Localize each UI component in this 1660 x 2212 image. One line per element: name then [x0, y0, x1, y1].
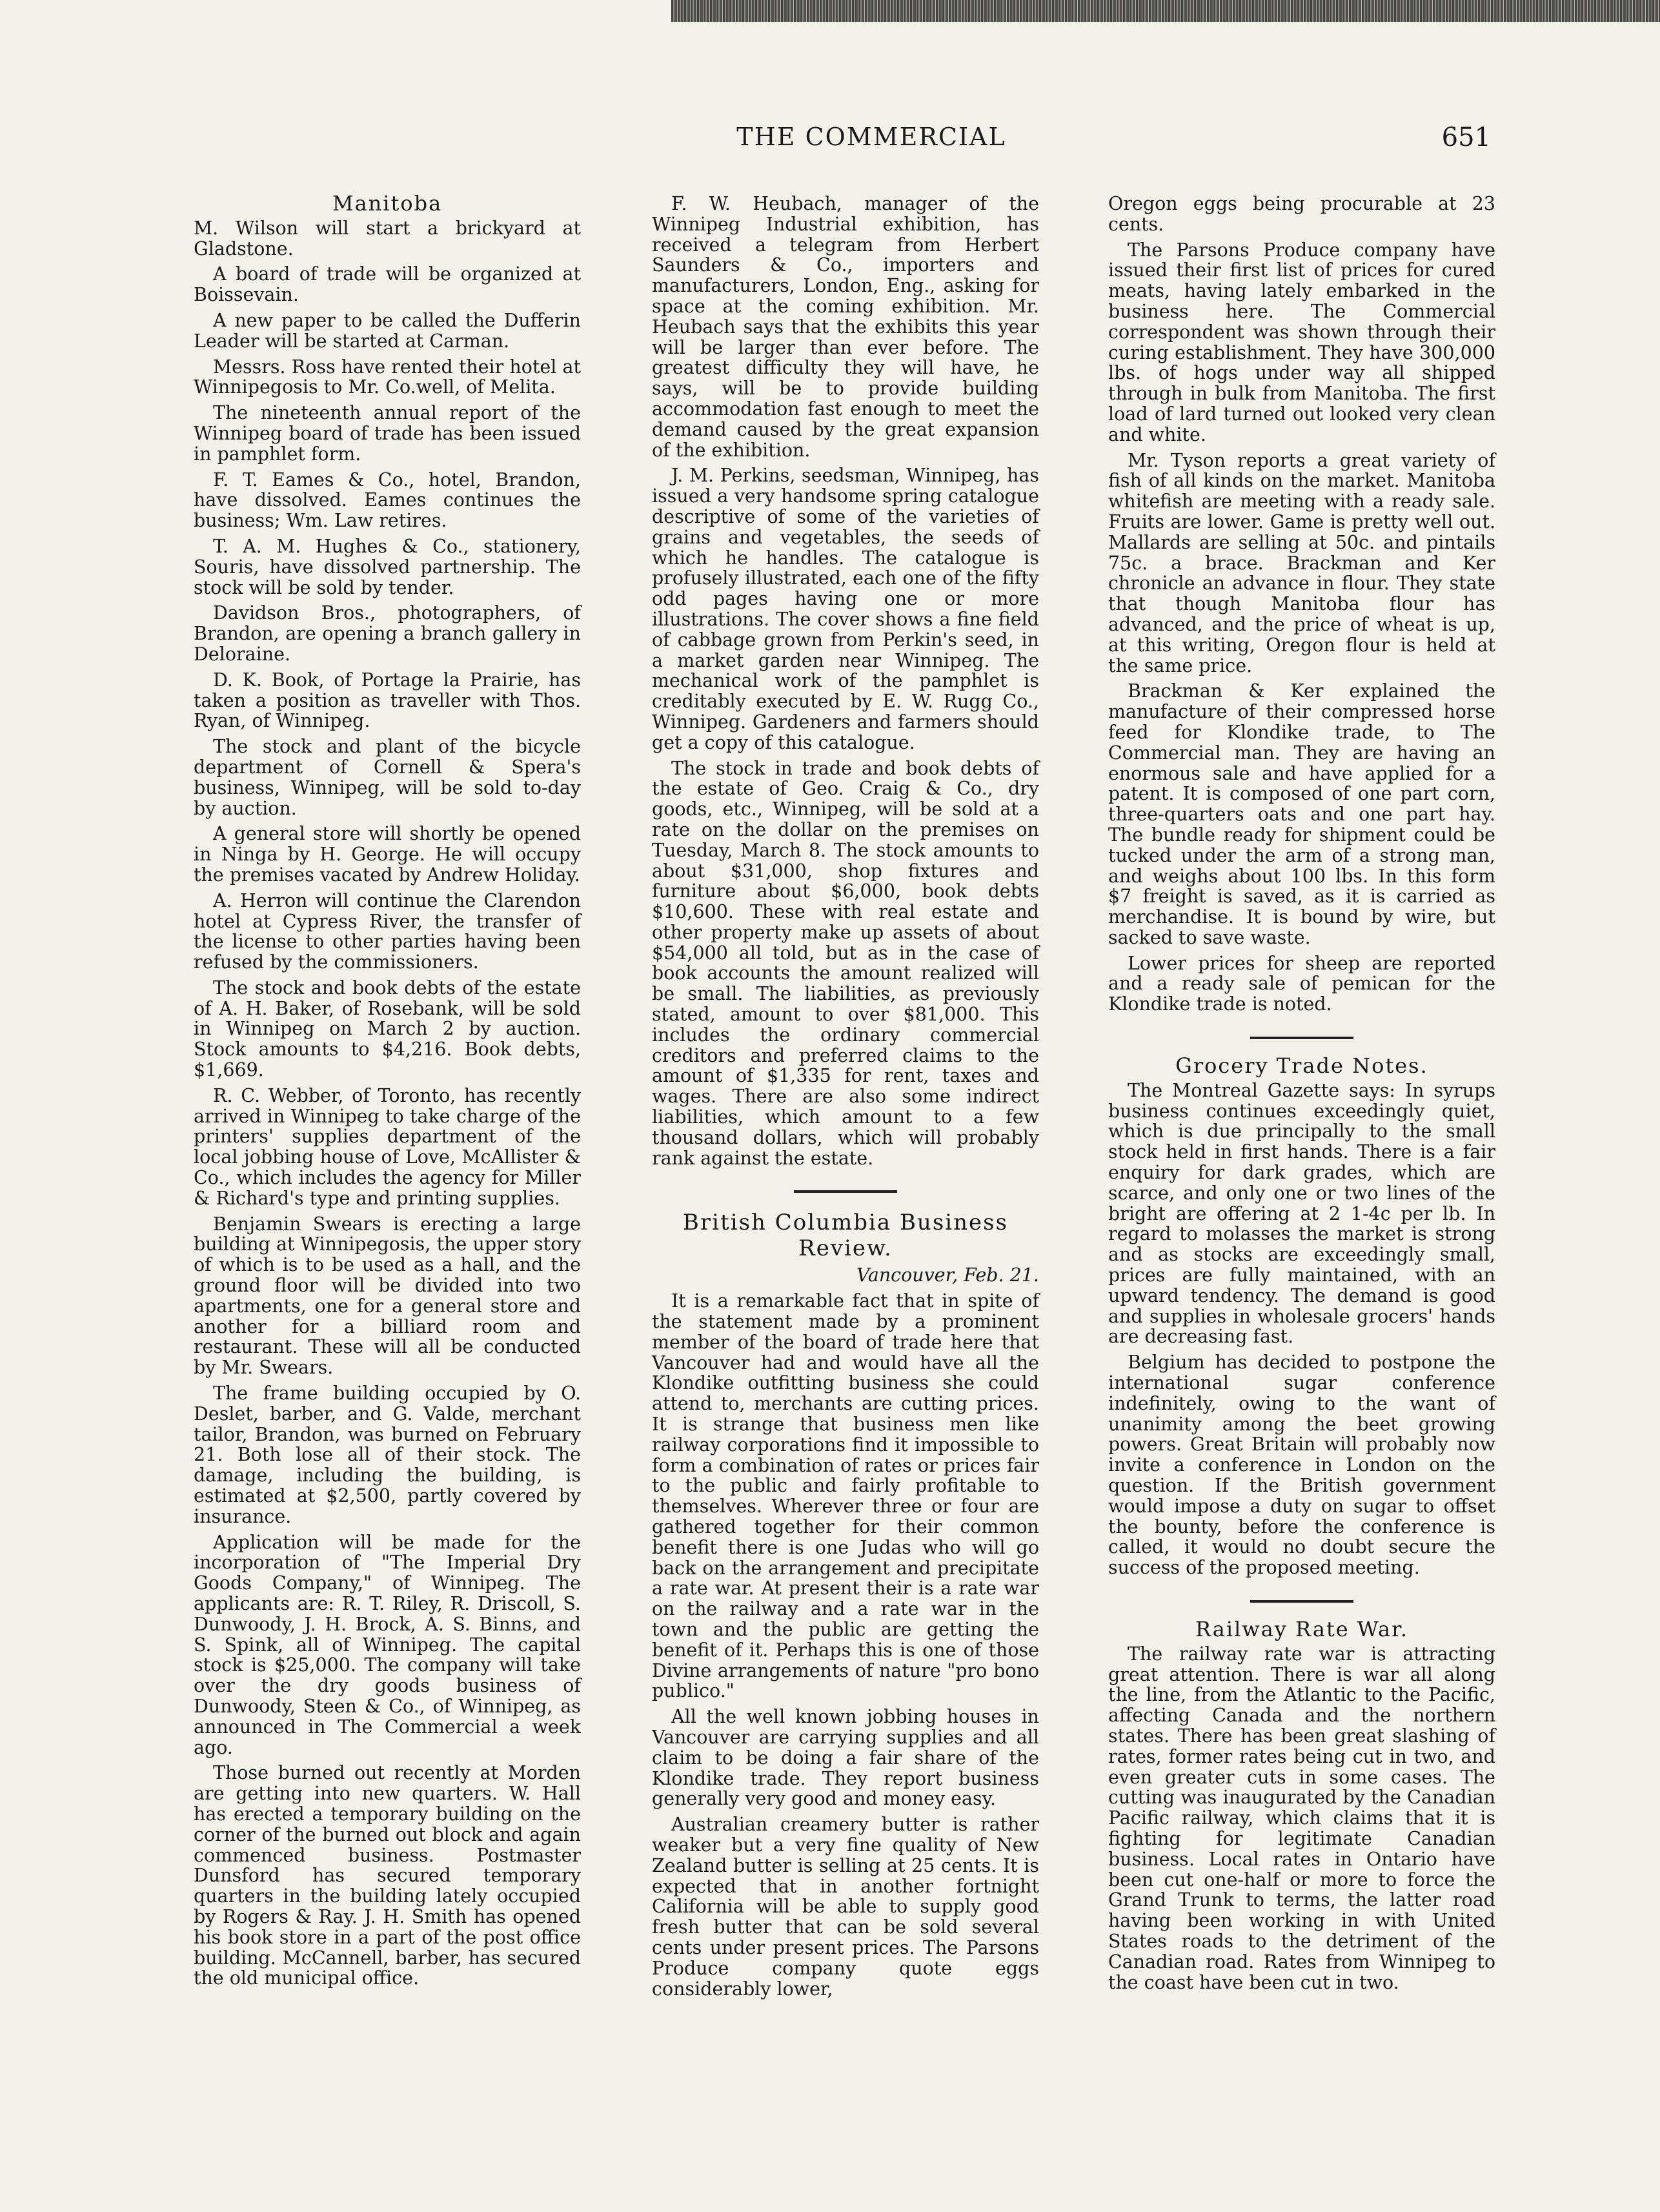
section-divider — [1250, 1037, 1353, 1039]
news-item: Application will be made for the incorporation of "The Imperial Dry Goods Company," of Winnipeg. The applicants are: R. T. Riley, R. Driscoll, S. Dunwoody, J. H. Brock, A. S. Binns, and S. Spink, all of Winnipeg. The capital stock is $25,000. The company will take over the dry goods business of Dunwoody, Steen & Co., of Winnipeg, as announced in The Commercial a week ago. — [194, 1531, 581, 1758]
news-item: A general store will shortly be opened in Ninga by H. George. He will occupy the premises vacated by Andrew Holiday. — [194, 823, 581, 886]
news-item: The frame building occupied by O. Deslet, barber, and G. Valde, merchant tailor, Brandon, was burned on February 21. Both lose all of their stock. The damage, including the building, is estimated at $2,500, partly covered by insurance. — [194, 1383, 581, 1527]
news-item: F. W. Heubach, manager of the Winnipeg Industrial exhibition, has received a telegram from Herbert Saunders & Co., importers and manufacturers, London, Eng., asking for space at the coming exhibition. Mr. Heubach says that the exhibits this year will be larger than ever before. The greatest difficulty they will have, he says, will be to provide building accommodation fast enough to meet the demand caused by the great expansion of the exhibition. — [652, 193, 1039, 461]
section-divider — [794, 1190, 897, 1193]
news-item: The stock and book debts of the estate of A. H. Baker, of Rosebank, will be sold in Winnipeg on March 2 by auction. Stock amounts to $4,216. Book debts, $1,669. — [194, 977, 581, 1081]
news-item: Lower prices for sheep are reported and a ready sale of pemican for the Klondike trade is noted. — [1108, 952, 1495, 1015]
column-right — [1108, 194, 1495, 1998]
news-item: Australian creamery butter is rather weaker but a very fine quality of New Zealand butter is selling at 25 cents. It is expected that in another fortnight California will be able to supply good fresh butter that can be sold several cents under present prices. The Parsons Produce company quote eggs considerably lower, — [652, 1814, 1039, 2000]
bc-heading-line1: British Columbia Business — [682, 1210, 1009, 1236]
section-heading-railway: Railway Rate War. — [1195, 1617, 1409, 1641]
dateline: Vancouver, Feb. 21. — [856, 1264, 1039, 1286]
news-item: Davidson Bros., photographers, of Brandon, are opening a branch gallery in Deloraine. — [194, 602, 581, 665]
news-item: The Parsons Produce company have issued their first list of prices for cured meats, having lately embarked in the business here. The Commercial correspondent was shown through their curing establishment. They have 300,000 lbs. of hogs under way all shipped through in bulk from Manitoba. The first load of lard turned out looked very clean and white. — [1108, 239, 1495, 445]
news-item: The Montreal Gazette says: In syrups business continues exceedingly quiet, which is due principally to the small stock held in first hands. There is a fair enquiry for dark grades, which are scarce, and only one or two lines of the bright are offering at 2 1-4c per lb. In regard to molasses the market is strong and as stocks are exceedingly small, prices are fully maintained, with an upward tendency. The demand is good and supplies in wholesale grocers' hands are decreasing fast. — [1108, 1079, 1495, 1348]
news-item: J. M. Perkins, seedsman, Winnipeg, has issued a very handsome spring catalogue descriptive of some of the varieties of grains and vegetables, the seeds of which he handles. The catalogue is profusely illustrated, each one of the fifty odd pages having one or more illustrations. The cover shows a fine field of cabbage grown from Perkin's seed, in a market garden near Winnipeg. The mechanical work of the pamphlet is creditably executed by E. W. Rugg Co., Winnipeg. Gardeners and farmers should get a copy of this catalogue. — [652, 465, 1039, 753]
news-item: Belgium has decided to postpone the international sugar conference indefinitely, owing to the want of unanimity among the beet growing powers. Great Britain will probably now invite a conference in London on the question. If the British government would impose a duty on sugar to offset the bounty, before the conference is called, it would no doubt secure the success of the proposed meeting. — [1108, 1352, 1495, 1579]
news-item: The stock and plant of the bicycle department of Cornell & Spera's business, Winnipeg, will be sold to-day by auction. — [194, 736, 581, 819]
news-item: The railway rate war is attracting great attention. There is war all along the line, from the Atlantic to the Pacific, affecting Canada and the northern states. There has been great slashing of rates, former rates being cut in two, and even greater cuts in some cases. The cutting was inaugurated by the Canadian Pacific railway, which claims that it is fighting for legitimate Canadian business. Local rates in Ontario have been cut one-half or more to force the Grand Trunk to terms, the latter road having been working in with United States roads to the detriment of the Canadian road. Rates from Winnipeg to the coast have been cut in two. — [1108, 1643, 1495, 1993]
column-middle — [652, 194, 1039, 2004]
column-left — [194, 191, 581, 1994]
news-item: R. C. Webber, of Toronto, has recently arrived in Winnipeg to take charge of the printers' supplies department of the local jobbing house of Love, McAllister & Co., which includes the agency for Miller & Richard's type and printing supplies. — [194, 1084, 581, 1209]
news-item: A board of trade will be organized at Boissevain. — [194, 263, 581, 306]
news-item: M. Wilson will start a brickyard at Gladstone. — [194, 217, 581, 259]
news-item: All the well known jobbing houses in Vancouver are carrying supplies and all claim to be doing a fair share of the Klondike trade. They report business generally very good and money easy. — [652, 1706, 1039, 1810]
section-heading-bc-review — [652, 1210, 1039, 1261]
news-item: Messrs. Ross have rented their hotel at Winnipegosis to Mr. Co.well, of Melita. — [194, 356, 581, 398]
bc-heading-line2: Review. — [798, 1235, 893, 1262]
page-number: 651 — [1441, 123, 1491, 152]
section-divider — [1250, 1600, 1353, 1603]
news-item: D. K. Book, of Portage la Prairie, has taken a position as traveller with Thos. Ryan, of Winnipeg. — [194, 669, 581, 732]
journal-title: THE COMMERCIAL — [736, 123, 1006, 151]
news-item: A new paper to be called the Dufferin Leader will be started at Carman. — [194, 309, 581, 352]
news-item: Mr. Tyson reports a great variety of fish of all kinds on the market. Manitoba whitefish are meeting with a ready sale. Fruits are lower. Game is pretty well out. Mallards are selling at 50c. and pintails 75c. a brace. Brackman and Ker chronicle an advance in flour. They state that though Manitoba flour has advanced, and the price of wheat is up, at this writing, Oregon flour is held at the same price. — [1108, 449, 1495, 676]
news-item: F. T. Eames & Co., hotel, Brandon, have dissolved. Eames continues the business; Wm. Law retires. — [194, 469, 581, 532]
news-item: Those burned out recently at Morden are getting into new quarters. W. Hall has erected a temporary building on the corner of the burned out block and again commenced business. Postmaster Dunsford has secured temporary quarters in the building lately occupied by Rogers & Ray. J. H. Smith has opened his book store in a part of the post office building. McCannell, barber, has secured the old municipal office. — [194, 1762, 581, 1989]
news-item: A. Herron will continue the Clarendon hotel at Cypress River, the transfer of the license to other parties having been refused by the commissioners. — [194, 889, 581, 973]
news-item: Benjamin Swears is erecting a large building at Winnipegosis, the upper story of which is to be used as a hall, and the ground floor will be divided into two apartments, one for a general store and another for a billiard room and restaurant. These will all be conducted by Mr. Swears. — [194, 1213, 581, 1379]
section-heading-grocery: Grocery Trade Notes. — [1175, 1053, 1428, 1079]
news-item: The nineteenth annual report of the Winnipeg board of trade has been issued in pamphlet form. — [194, 402, 581, 465]
section-heading-manitoba: Manitoba — [332, 191, 443, 216]
page-edge-scan-band — [671, 0, 1660, 22]
news-item: The stock in trade and book debts of the estate of Geo. Craig & Co., dry goods, etc., Winnipeg, will be sold at a rate on the dollar on the premises on Tuesday, March 8. The stock amounts to about $31,000, shop fixtures and furniture about $6,000, book debts $10,600. These with real estate and other property make up assets of about $54,000 all told, but as in the case of book accounts the amount realized will be small. The liabilities, as previously stated, amount to over $81,000. This includes the ordinary commercial creditors and preferred claims to the amount of $1,335 for rent, taxes and wages. There are also some indirect liabilities, which amount to a few thousand dollars, which will probably rank against the estate. — [652, 757, 1039, 1169]
news-item: Brackman & Ker explained the manufacture of their compressed horse feed for Klondike trade, to The Commercial man. They are having an enormous sale and have applied for a patent. It is composed of one part corn, three-quarters oats and one part hay. The bundle ready for shipment could be tucked under the arm of a strong man, and weighs about 100 lbs. In this form $7 freight is saved, as it is carried as merchandise. It is bound by wire, but sacked to save waste. — [1108, 680, 1495, 948]
news-item: T. A. M. Hughes & Co., stationery, Souris, have dissolved partnership. The stock will be sold by tender. — [194, 535, 581, 598]
news-item: It is a remarkable fact that in spite of the statement made by a prominent member of the board of trade here that Vancouver had and would have all the Klondike outfitting business she could attend to, merchants are cutting prices. It is strange that business men like railway corporations find it impossible to form a combination of rates or prices fair to the public and fairly profitable to themselves. Wherever three or four are gathered together for their common benefit there is one Judas who will go back on the arrangement and precipitate a rate war. At present their is a rate war on the railway and a rate war in the town and the public are getting the benefit of it. Perhaps this is one of those Divine arrangements of nature "pro bono publico." — [652, 1290, 1039, 1702]
news-item: Oregon eggs being procurable at 23 cents. — [1108, 193, 1495, 235]
running-head — [0, 123, 1660, 168]
